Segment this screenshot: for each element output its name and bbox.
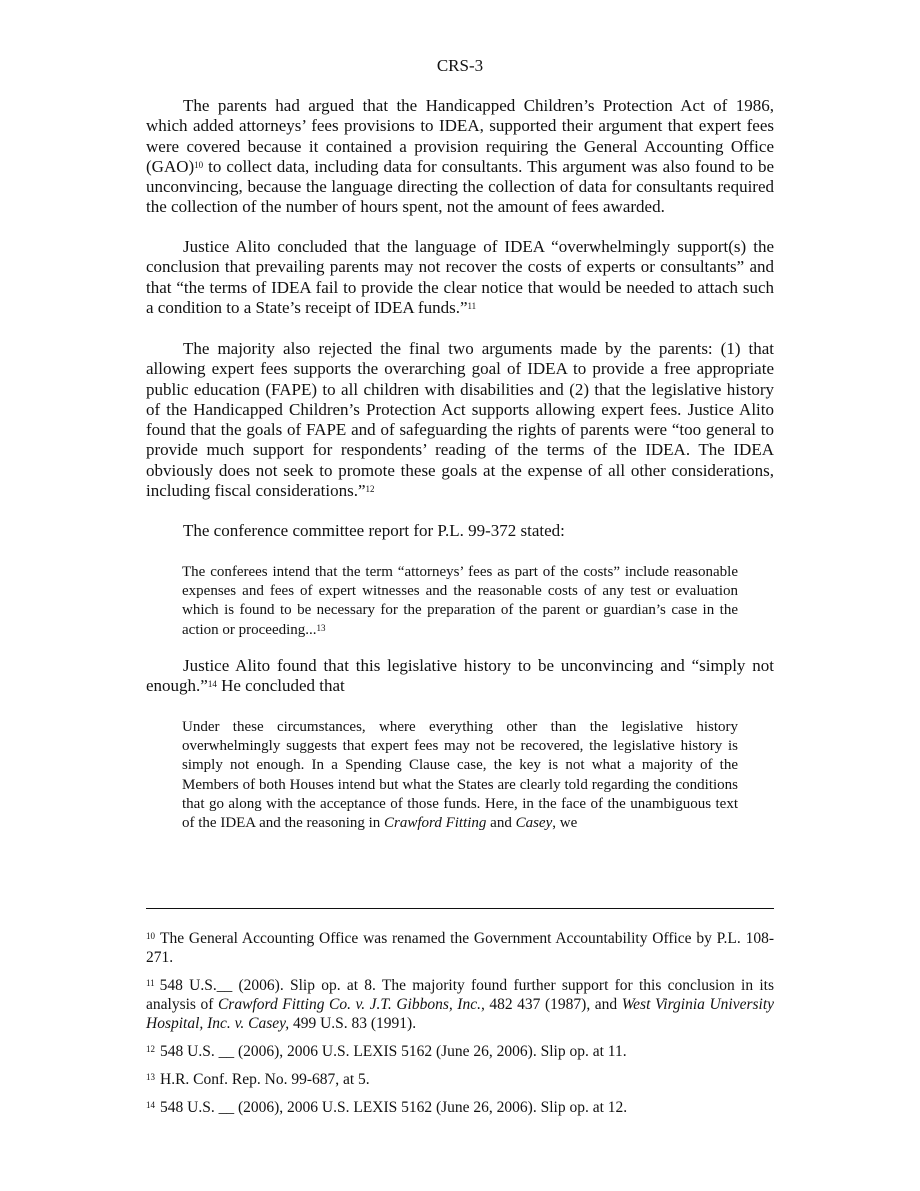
footnote-12 <box>146 1042 774 1061</box>
footnote-ref-11: 11 <box>467 300 477 311</box>
footnote-ref-10: 10 <box>194 159 204 170</box>
paragraph-text: He concluded that <box>216 676 345 696</box>
footnote-number: 12 <box>146 1044 155 1054</box>
footnote-11 <box>146 976 774 1033</box>
block-quote-conferees <box>182 563 738 640</box>
case-name-italic: Casey <box>515 815 553 832</box>
footnote-text: 548 U.S.__ (2006). Slip op. at 8. The majority found further support for this conclusion in its analysis of <box>146 977 774 1013</box>
paragraph-text: The parents had argued that the Handicapped Children’s Protection Act of 1986, which added attorneys’ fees provisions to IDEA, supported their argument that expert fees were covered because it contained a provision requiring the General Accounting Office (GAO) <box>146 96 774 176</box>
paragraph-text: Justice Alito concluded that the language of IDEA “overwhelmingly support(s) the conclusion that prevailing parents may not recover the costs of experts or consultants” and that “the terms of IDEA fail to provide the clear notice that would be needed to attach such a condition to a State’s receipt of IDEA funds.” <box>146 237 774 317</box>
case-name-italic: West Virginia University Hospital, Inc. v. Casey, <box>146 996 775 1032</box>
quote-text: Under these circumstances, where everything other than the legislative history overwhelmingly suggests that expert fees may not be recovered, the legislative history is simply not enough. In a Spending Clause case, the key is not what a majority of the Members of both Houses intend but what the States are clearly told regarding the conditions that go along with the acceptance of those funds. Here, in the face of the unambiguous text of the IDEA and the reasoning in <box>182 719 738 832</box>
footnote-14 <box>146 1098 774 1117</box>
footnote-13 <box>146 1070 774 1089</box>
paragraph-text: The majority also rejected the final two arguments made by the parents: (1) that allowing expert fees supports the overarching goal of IDEA to provide a free appropriate public education (FAPE) to all children with disabilities and (2) that the legislative history of the Handicapped Children’s Protection Act supports allowing expert fees. Justice Alito found that the goals of FAPE and of safeguarding the rights of parents were “too general to provide much support for respondents’ reading of the terms of the IDEA. The IDEA obviously does not seek to promote these goals at the expense of all other considerations, including fiscal considerations.” <box>146 339 774 501</box>
footnote-text: 548 U.S. __ (2006), 2006 U.S. LEXIS 5162 (June 26, 2006). Slip op. at 11. <box>160 1043 627 1060</box>
block-quote-spending-clause <box>182 718 738 833</box>
footnote-text: H.R. Conf. Rep. No. 99-687, at 5. <box>160 1071 370 1088</box>
paragraph-alito-conclusion <box>146 237 774 318</box>
paragraph-legislative-history <box>146 656 774 697</box>
footnote-number: 14 <box>146 1100 155 1110</box>
footnote-ref-13: 13 <box>316 622 326 633</box>
paragraph-conference-report: The conference committee report for P.L. 99-372 stated: <box>183 521 565 540</box>
paragraph-majority-rejected <box>146 339 774 501</box>
paragraph-text: to collect data, including data for consultants. This argument was also found to be unconvincing, because the language directing the collection of data for consultants required the collection of the number of hours spent, not the amount of fees awarded. <box>146 156 774 217</box>
case-name-italic: Crawford Fitting <box>384 815 487 832</box>
page-header: CRS-3 <box>436 56 484 75</box>
footnote-text: 499 U.S. 83 (1991). <box>289 1015 417 1032</box>
footnote-number: 11 <box>146 978 155 988</box>
paragraph-gao-argument <box>146 96 774 218</box>
quote-text: , we <box>552 815 578 832</box>
footnote-number: 10 <box>146 931 155 941</box>
footnote-ref-12: 12 <box>365 484 375 495</box>
case-name-italic: Crawford Fitting Co. v. J.T. Gibbons, Inc., <box>217 996 485 1013</box>
footnote-ref-14: 14 <box>207 679 217 690</box>
footnote-10 <box>146 929 774 967</box>
footnote-divider <box>146 908 774 909</box>
quote-text: The conferees intend that the term “attorneys’ fees as part of the costs” include reasonable expenses and fees of expert witnesses and the reasonable costs of any test or evaluation which is found to be necessary for the preparation of the parent or guardian’s case in the action or proceeding... <box>182 564 738 638</box>
footnote-number: 13 <box>146 1072 155 1082</box>
paragraph-text: Justice Alito found that this legislative history to be unconvincing and “simply not enough.” <box>146 656 774 696</box>
footnote-text: 548 U.S. __ (2006), 2006 U.S. LEXIS 5162 (June 26, 2006). Slip op. at 12. <box>160 1099 628 1116</box>
footnote-text: 482 437 (1987), and <box>484 996 622 1013</box>
quote-text: and <box>486 815 516 832</box>
footnote-text: The General Accounting Office was renamed the Government Accountability Office by P.L. 108-271. <box>146 930 774 966</box>
